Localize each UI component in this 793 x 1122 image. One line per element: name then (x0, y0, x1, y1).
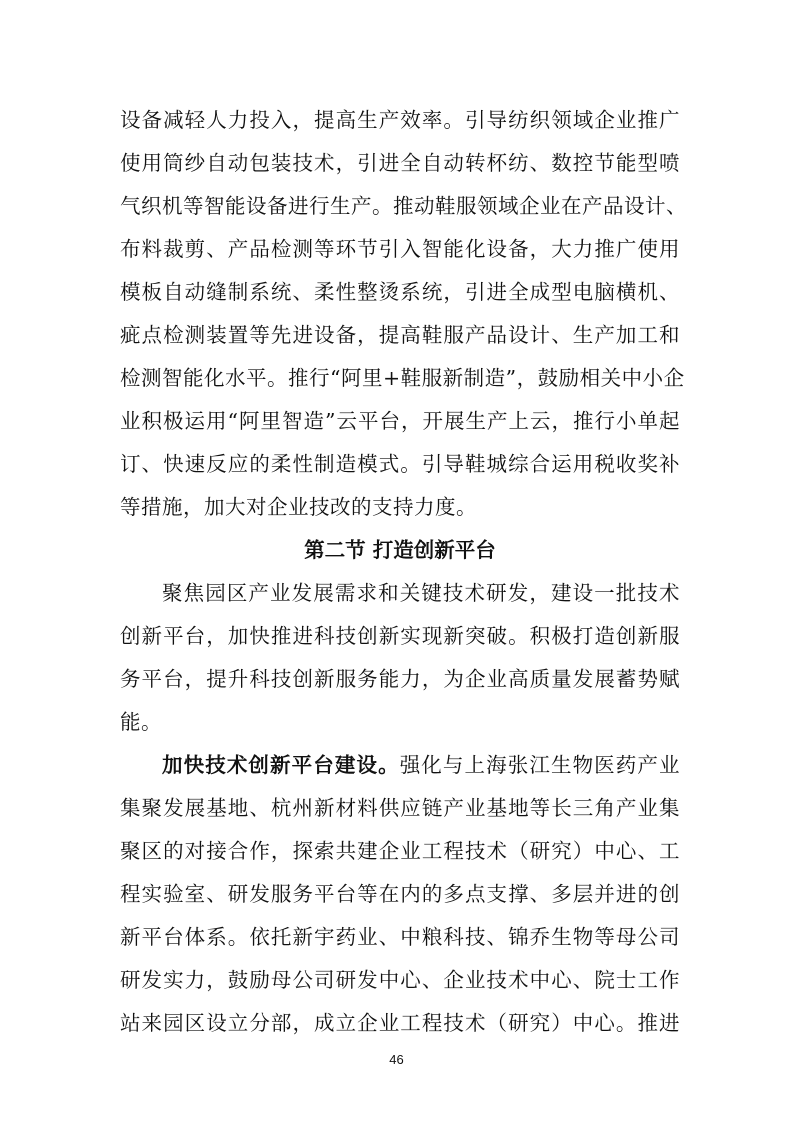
text-line: 设备减轻人力投入，提高生产效率。引导纺织领域企业推广 (120, 108, 680, 132)
text-line: 能。 (120, 710, 162, 734)
page-number: 46 (389, 1052, 404, 1067)
paragraph-lead: 加快技术创新平台建设。 (162, 753, 400, 777)
text-line: 使用筒纱自动包装技术，引进全自动转杯纺、数控节能型喷 (120, 151, 680, 175)
text-line: 程实验室、研发服务平台等在内的多点支撑、多层并进的创 (120, 882, 680, 906)
text-line: 疵点检测装置等先进设备，提高鞋服产品设计、生产加工和 (120, 323, 680, 347)
text-line: 等措施，加大对企业技改的支持力度。 (120, 495, 477, 519)
text-line: 研发实力，鼓励母公司研发中心、企业技术中心、院士工作 (120, 968, 680, 992)
section-heading: 第二节 打造创新平台 (304, 538, 496, 562)
text-line: 聚区的对接合作，探索共建企业工程技术（研究）中心、工 (120, 839, 680, 863)
text-line: 集聚发展基地、杭州新材料供应链产业基地等长三角产业集 (120, 796, 680, 820)
text-line: 站来园区设立分部，成立企业工程技术（研究）中心。推进 (120, 1011, 680, 1035)
text-line: 模板自动缝制系统、柔性整烫系统，引进全成型电脑横机、 (120, 280, 680, 304)
text-line: 务平台，提升科技创新服务能力，为企业高质量发展蓄势赋 (120, 667, 680, 691)
text-line: 订、快速反应的柔性制造模式。引导鞋城综合运用税收奖补 (120, 452, 680, 476)
text-line: 聚焦园区产业发展需求和关键技术研发，建设一批技术 (162, 581, 680, 605)
text-line: 业积极运用“阿里智造”云平台，开展生产上云，推行小单起 (120, 409, 680, 433)
paragraph-text: 强化与上海张江生物医药产业 (399, 753, 681, 777)
text-line: 新平台体系。依托新宇药业、中粮科技、锦乔生物等母公司 (120, 925, 680, 949)
text-line: 检测智能化水平。推行“阿里+鞋服新制造”，鼓励相关中小企 (120, 366, 685, 390)
text-line: 创新平台，加快推进科技创新实现新突破。积极打造创新服 (120, 624, 680, 648)
text-line: 布料裁剪、产品检测等环节引入智能化设备，大力推广使用 (120, 237, 680, 261)
text-line: 气织机等智能设备进行生产。推动鞋服领域企业在产品设计、 (120, 194, 687, 218)
text-line (162, 747, 680, 783)
